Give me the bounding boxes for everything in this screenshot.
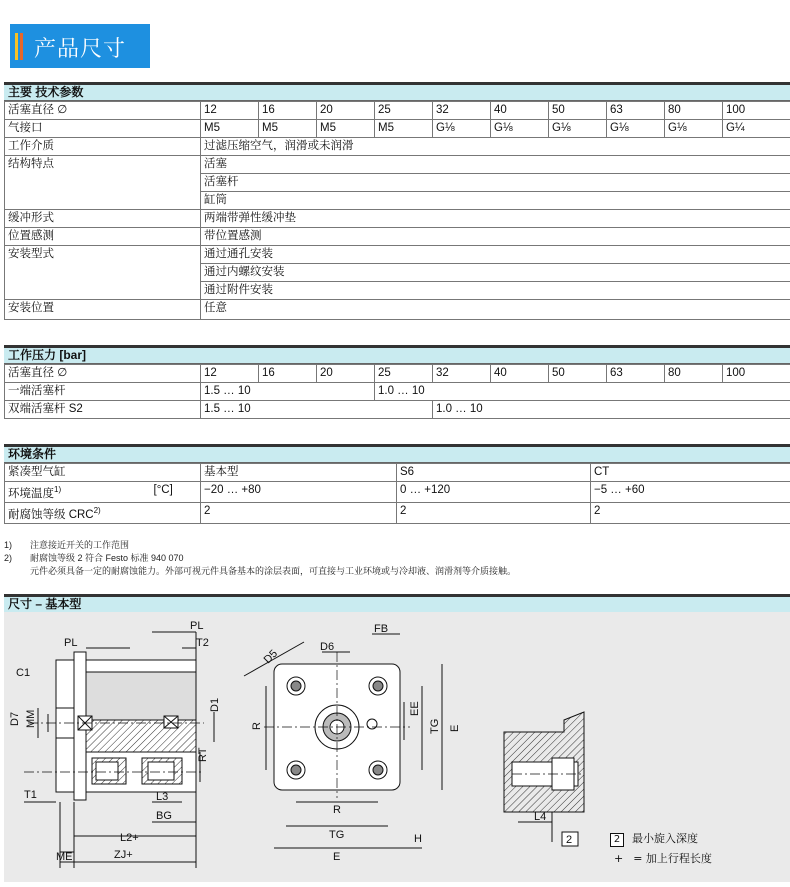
single-rod-row	[5, 383, 790, 401]
dimensions-heading: 尺寸 – 基本型	[4, 594, 790, 612]
port-value: M5	[201, 120, 259, 138]
env-crc-ct: 2	[591, 502, 790, 523]
env-col-ct: CT	[591, 464, 790, 482]
bore-value: 40	[491, 102, 549, 120]
bore-value: 80	[665, 365, 723, 383]
design-row	[5, 156, 790, 174]
port-value: G⅛	[607, 120, 665, 138]
medium-label: 工作介质	[5, 138, 201, 156]
port-value: G¼	[723, 120, 790, 138]
banner-accent-yellow	[15, 33, 18, 60]
dim-label: C1	[16, 667, 31, 679]
dim-label: TG	[429, 718, 441, 734]
environment-section	[4, 444, 790, 524]
single-rod-range-b: 1.0 … 10	[375, 383, 790, 401]
dim-label: MM	[25, 709, 37, 728]
bore-value: 16	[259, 102, 317, 120]
dim-label: TG	[329, 829, 345, 841]
dim-label: L4	[534, 811, 547, 823]
cushion-label: 缓冲形式	[5, 210, 201, 228]
port-value: M5	[317, 120, 375, 138]
dim-label: L2+	[120, 832, 139, 844]
bore-value: 63	[607, 365, 665, 383]
design-label: 结构特点	[5, 156, 201, 210]
environment-heading: 环境条件	[4, 447, 790, 463]
single-rod-label: 一端活塞杆	[5, 383, 201, 401]
main-params-heading: 主要 技术参数	[4, 85, 790, 101]
detail-view-labels	[534, 811, 572, 846]
pressure-bore-row	[5, 365, 790, 383]
bore-value: 16	[259, 365, 317, 383]
dim-label: D6	[320, 641, 335, 653]
bore-value: 32	[433, 102, 491, 120]
env-col-s6: S6	[397, 464, 591, 482]
dim-label: D1	[209, 697, 221, 712]
design-value: 缸筒	[201, 192, 790, 210]
bore-value: 32	[433, 365, 491, 383]
double-rod-range-b: 1.0 … 10	[433, 401, 790, 419]
legend-plus: + = 加上行程长度	[614, 852, 712, 865]
pressure-bore-label: 活塞直径 ∅	[5, 365, 201, 383]
dim-label: H	[414, 833, 422, 845]
dim-label: T1	[24, 789, 37, 801]
env-type-row	[5, 464, 790, 482]
dim-label: E	[449, 724, 461, 732]
design-value: 活塞	[201, 156, 790, 174]
env-type-label: 紧凑型气缸	[5, 464, 201, 482]
env-temp-row	[5, 482, 790, 503]
medium-row	[5, 138, 790, 156]
single-rod-range-a: 1.5 … 10	[201, 383, 375, 401]
mounting-value: 通过通孔安装	[201, 246, 790, 264]
footnote: 2) 耐腐蚀等级 2 符合 Festo 标准 940 070	[4, 553, 184, 563]
dim-label: D5	[261, 647, 281, 667]
port-row	[5, 120, 790, 138]
environment-table	[4, 463, 790, 524]
double-rod-row	[5, 401, 790, 419]
dim-label: BG	[156, 810, 172, 822]
port-value: G⅛	[549, 120, 607, 138]
position-row	[5, 300, 790, 320]
design-value: 活塞杆	[201, 174, 790, 192]
bore-value: 100	[723, 365, 790, 383]
dim-label: ME	[56, 851, 73, 863]
main-params-table	[4, 101, 790, 320]
mounting-row	[5, 246, 790, 264]
pressure-heading: 工作压力 [bar]	[4, 348, 790, 364]
pressure-table	[4, 364, 790, 419]
env-temp-label: 环境温度$^{1)}$	[5, 482, 151, 503]
double-rod-label: 双端活塞杆 S2	[5, 401, 201, 419]
dim-label: ZJ+	[114, 849, 133, 861]
medium-value: 过滤压缩空气，润滑或未润滑	[201, 138, 790, 156]
banner-title: 产品尺寸	[34, 37, 127, 62]
env-col-basic: 基本型	[201, 464, 397, 482]
dim-label: 2	[566, 834, 573, 846]
mounting-value: 通过附件安装	[201, 282, 790, 300]
port-label: 气接口	[5, 120, 201, 138]
bore-value: 80	[665, 102, 723, 120]
dim-label: E	[333, 851, 341, 863]
port-value: M5	[375, 120, 433, 138]
env-crc-s6: 2	[397, 502, 591, 523]
env-temp-s6: 0 … +120	[397, 482, 591, 503]
bore-value: 100	[723, 102, 790, 120]
pressure-section	[4, 345, 790, 419]
banner-accent-orange	[20, 33, 23, 60]
env-temp-ct: −5 … +60	[591, 482, 790, 503]
position-value: 任意	[201, 300, 790, 320]
bore-value: 20	[317, 365, 375, 383]
port-value: G⅛	[491, 120, 549, 138]
footnotes	[4, 539, 784, 578]
dim-label: FB	[374, 623, 389, 635]
section-banner	[10, 24, 150, 68]
bore-value: 50	[549, 365, 607, 383]
bore-value: 12	[201, 102, 259, 120]
port-value: M5	[259, 120, 317, 138]
dim-label: PL	[190, 620, 204, 632]
bore-value: 20	[317, 102, 375, 120]
sensing-row	[5, 228, 790, 246]
footnote: 元件必须具备一定的耐腐蚀能力。外部可视元件具备基本的涂层表面，可直接与工业环境或与冷却液、润滑剂等介质接触。	[30, 566, 517, 576]
env-temp-basic: −20 … +80	[201, 482, 397, 503]
env-temp-unit: [°C]	[151, 482, 201, 503]
dim-label: L3	[156, 791, 169, 803]
legend-depth: 2 最小旋入深度	[610, 830, 698, 847]
front-view	[244, 634, 442, 848]
dim-label: R	[251, 722, 263, 730]
sensing-label: 位置感测	[5, 228, 201, 246]
dim-label: PL	[64, 637, 78, 649]
main-params-section	[4, 82, 790, 320]
bore-row	[5, 102, 790, 120]
dim-label: T2	[196, 637, 209, 649]
cushion-row	[5, 210, 790, 228]
bore-value: 25	[375, 102, 433, 120]
dimension-drawing	[4, 612, 790, 882]
env-crc-row	[5, 502, 790, 523]
bore-label: 活塞直径 ∅	[5, 102, 201, 120]
dim-label: D7	[9, 711, 21, 726]
env-crc-label: 耐腐蚀等级 CRC$^{2)}$	[5, 502, 201, 523]
footnote: 1) 注意接近开关的工作范围	[4, 540, 130, 550]
dim-label: EE	[409, 701, 421, 716]
dim-label: RT	[197, 747, 209, 762]
position-label: 安装位置	[5, 300, 201, 320]
bore-value: 25	[375, 365, 433, 383]
bore-value: 40	[491, 365, 549, 383]
bore-value: 63	[607, 102, 665, 120]
bore-value: 50	[549, 102, 607, 120]
legend-box: 2	[610, 833, 624, 847]
dim-label: R	[333, 804, 341, 816]
side-view	[24, 632, 214, 868]
sensing-value: 带位置感测	[201, 228, 790, 246]
mounting-value: 通过内螺纹安装	[201, 264, 790, 282]
mounting-label: 安装型式	[5, 246, 201, 300]
double-rod-range-a: 1.5 … 10	[201, 401, 433, 419]
detail-view	[504, 712, 584, 846]
port-value: G⅛	[665, 120, 723, 138]
port-value: G⅛	[433, 120, 491, 138]
cushion-value: 两端带弹性缓冲垫	[201, 210, 790, 228]
env-crc-basic: 2	[201, 502, 397, 523]
bore-value: 12	[201, 365, 259, 383]
